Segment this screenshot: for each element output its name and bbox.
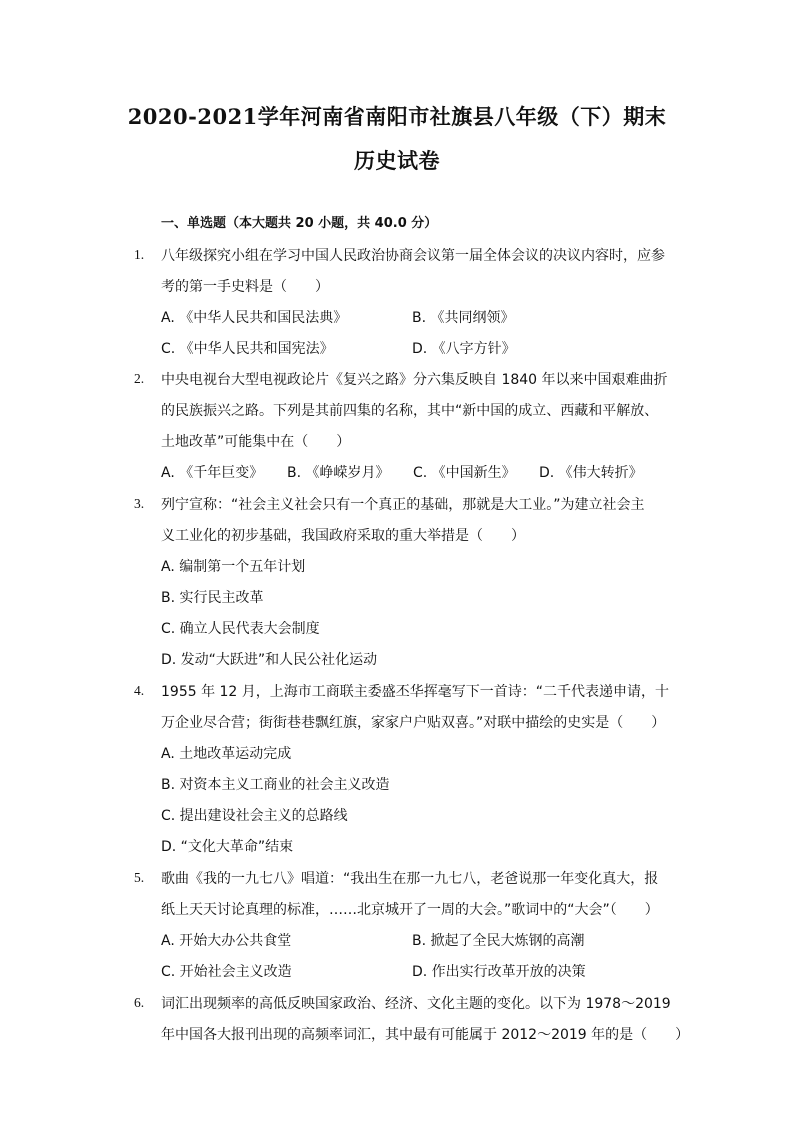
option-c: C. 开始社会主义改造 — [161, 964, 292, 980]
option-c: C. 确立人民代表大会制度 — [161, 621, 320, 637]
option-b: B. 对资本主义工商业的社会主义改造 — [161, 777, 390, 793]
question-text-line: 土地改革”可能集中在（ ） — [161, 434, 351, 450]
question-number: 1. — [134, 247, 145, 262]
option-b: B. 实行民主改革 — [161, 590, 264, 606]
question-text-line: 义工业化的初步基础，我国政府采取的重大举措是（ ） — [161, 528, 525, 544]
option-d: D. 发动“大跃进”和人民公社化运动 — [161, 652, 378, 668]
option-a: A. 《中华人民共和国民法典》 — [161, 310, 348, 326]
question-text-line: 1955 年 12 月，上海市工商联主委盛丕华挥毫写下一首诗：“二千代表递申请，十 — [161, 684, 670, 700]
option-b: B. 掀起了全民大炼钢的高潮 — [412, 933, 585, 949]
question-text-line: 词汇出现频率的高低反映国家政治、经济、文化主题的变化。以下为 1978～2019 — [161, 996, 671, 1012]
option-d: D. 作出实行改革开放的决策 — [412, 964, 586, 980]
question-text-line: 中央电视台大型电视政论片《复兴之路》分六集反映自 1840 年以来中国艰难曲折 — [161, 372, 668, 388]
question-number: 6. — [134, 995, 145, 1010]
option-d: D. 《伟大转折》 — [539, 465, 643, 481]
option-d: D. “文化大革命”结束 — [161, 839, 294, 855]
question-number: 5. — [134, 870, 145, 885]
question-number: 3. — [134, 496, 145, 511]
option-a: A. 土地改革运动完成 — [161, 746, 292, 762]
exam-title-line1: 2020-2021学年河南省南阳市社旗县八年级（下）期末 — [127, 104, 667, 129]
option-c: C. 提出建设社会主义的总路线 — [161, 808, 348, 824]
option-b: B. 《峥嵘岁月》 — [287, 465, 390, 481]
question-text-line: 歌曲《我的一九七八》唱道：“我出生在那一九七八，老爸说那一年变化真大，报 — [161, 871, 659, 887]
option-a: A. 《千年巨变》 — [161, 465, 264, 481]
question-number: 2. — [134, 371, 145, 386]
option-b: B. 《共同纲领》 — [412, 310, 515, 326]
option-a: A. 编制第一个五年计划 — [161, 559, 306, 575]
question-text-line: 万企业尽合营；街街巷巷飘红旗，家家户户贴双喜。”对联中描绘的史实是（ ） — [161, 715, 666, 731]
option-a: A. 开始大办公共食堂 — [161, 933, 292, 949]
section-heading: 一、单选题（本大题共 20 小题，共 40.0 分） — [161, 216, 438, 231]
question-text-line: 纸上天天讨论真理的标准，……北京城开了一周的大会。”歌词中的“大会”（ ） — [161, 902, 659, 918]
question-number: 4. — [134, 683, 145, 698]
option-d: D. 《八字方针》 — [412, 341, 516, 357]
option-c: C. 《中华人民共和国宪法》 — [161, 341, 334, 357]
question-text-line: 年中国各大报刊出现的高频率词汇，其中最有可能属于 2012～2019 年的是（ ） — [161, 1027, 690, 1043]
question-text-line: 考的第一手史料是（ ） — [161, 279, 329, 295]
question-text-line: 的民族振兴之路。下列是其前四集的名称，其中“新中国的成立、西藏和平解放、 — [161, 403, 659, 419]
question-text-line: 列宁宣称：“社会主义社会只有一个真正的基础，那就是大工业。”为建立社会主 — [161, 497, 645, 513]
exam-title-line2: 历史试卷 — [354, 148, 440, 173]
option-c: C. 《中国新生》 — [413, 465, 516, 481]
question-text-line: 八年级探究小组在学习中国人民政治协商会议第一届全体会议的决议内容时，应参 — [161, 248, 665, 264]
